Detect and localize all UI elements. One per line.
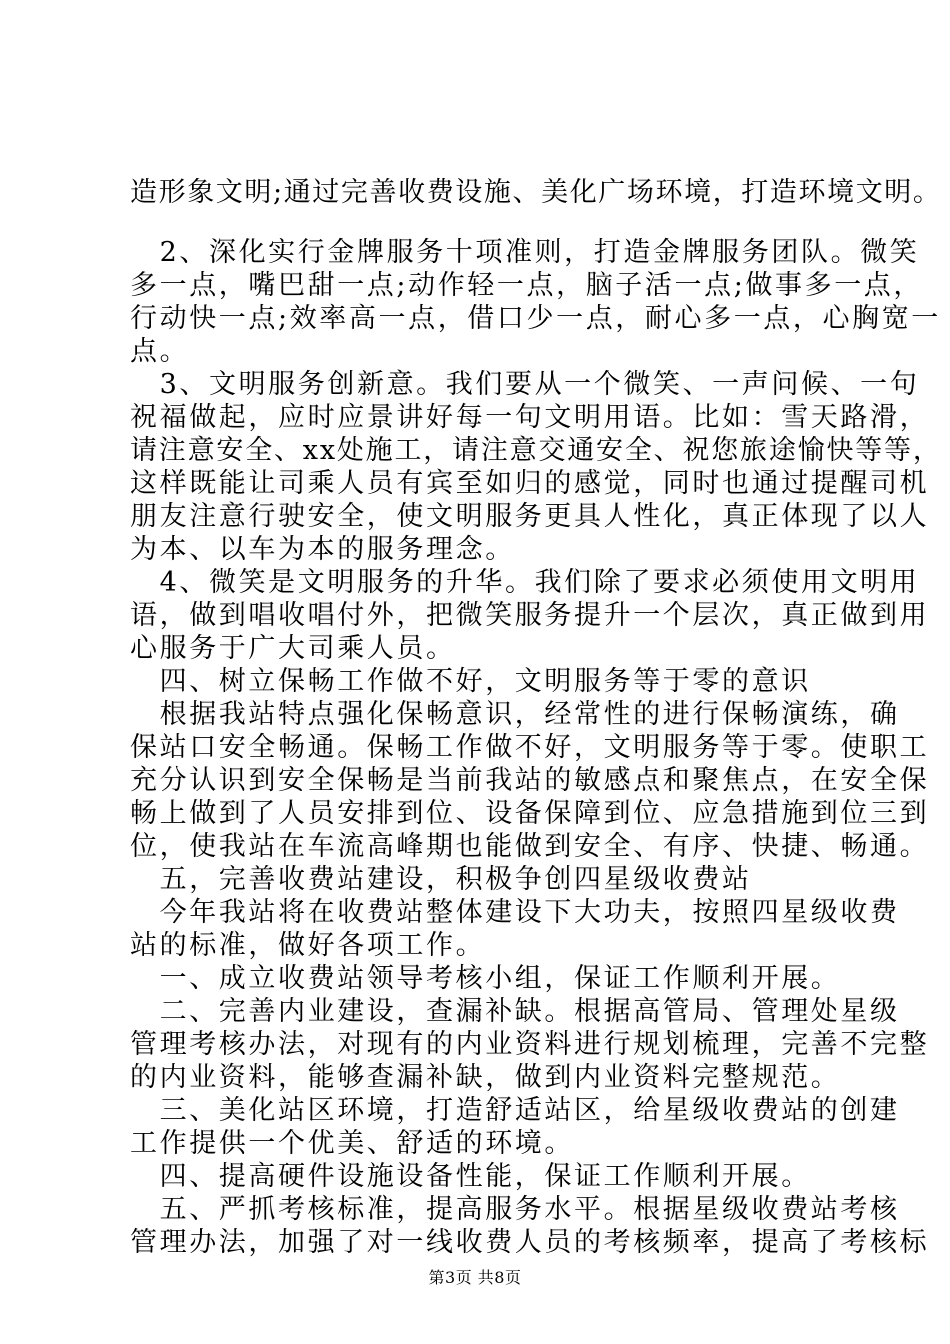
body-text-line: 语，做到唱收唱付外，把微笑服务提升一个层次，真正做到用	[130, 600, 930, 631]
section-heading: 五，完善收费站建设，积极争创四星级收费站	[130, 864, 752, 895]
body-text-line: 站的标准，做好各项工作。	[130, 930, 486, 961]
body-text-line: 管理考核办法，对现有的内业资料进行规划梳理，完善不完整	[130, 1029, 930, 1060]
body-text-line: 这样既能让司乘人员有宾至如归的感觉，同时也通过提醒司机	[130, 468, 930, 499]
body-text-line: 根据我站特点强化保畅意识，经常性的进行保畅演练，确	[130, 699, 900, 730]
body-text-line: 朋友注意行驶安全，使文明服务更具人性化，真正体现了以人	[130, 501, 930, 532]
body-text-line: 为本、以车为本的服务理念。	[130, 534, 515, 565]
body-text-line: 工作提供一个优美、舒适的环境。	[130, 1128, 574, 1159]
body-text-line: 造形象文明;通过完善收费设施、美化广场环境，打造环境文明。	[130, 177, 942, 208]
body-text-line: 心服务于广大司乘人员。	[130, 633, 456, 664]
body-text-line: 管理办法，加强了对一线收费人员的考核频率，提高了考核标	[130, 1227, 930, 1258]
body-text-line: 四、提高硬件设施设备性能，保证工作顺利开展。	[130, 1161, 811, 1192]
body-text-line: 二、完善内业建设，查漏补缺。根据高管局、管理处星级	[130, 996, 900, 1027]
body-text-line: 多一点，嘴巴甜一点;动作轻一点，脑子活一点;做事多一点，	[130, 270, 923, 301]
body-text-line: 今年我站将在收费站整体建设下大功夫，按照四星级收费	[130, 897, 900, 928]
body-text-line: 4、微笑是文明服务的升华。我们除了要求必须使用文明用	[130, 567, 920, 598]
body-text-line: 畅上做到了人员安排到位、设备保障到位、应急措施到位三到	[130, 798, 930, 829]
body-text-line: 充分认识到安全保畅是当前我站的敏感点和聚焦点，在安全保	[130, 765, 930, 796]
body-text-line: 的内业资料，能够查漏补缺，做到内业资料完整规范。	[130, 1062, 841, 1093]
body-text-line: 一、成立收费站领导考核小组，保证工作顺利开展。	[130, 963, 841, 994]
body-text-line: 行动快一点;效率高一点，借口少一点，耐心多一点，心胸宽一	[130, 303, 941, 334]
body-text-line: 五、严抓考核标准，提高服务水平。根据星级收费站考核	[130, 1194, 900, 1225]
body-text-line: 3、文明服务创新意。我们要从一个微笑、一声问候、一句	[130, 369, 920, 400]
section-heading: 四、树立保畅工作做不好，文明服务等于零的意识	[130, 666, 811, 697]
body-text-line: 位，使我站在车流高峰期也能做到安全、有序、快捷、畅通。	[130, 831, 930, 862]
body-text-line: 点。	[130, 336, 190, 367]
body-text-line: 请注意安全、xx处施工，请注意交通安全、祝您旅途愉快等等，	[130, 435, 942, 466]
body-text-line: 2、深化实行金牌服务十项准则，打造金牌服务团队。微笑	[130, 237, 920, 268]
page-number-footer: 第3页 共8页	[428, 1268, 522, 1287]
body-text-line: 三、美化站区环境，打造舒适站区，给星级收费站的创建	[130, 1095, 900, 1126]
body-text-line: 保站口安全畅通。保畅工作做不好，文明服务等于零。使职工	[130, 732, 930, 763]
body-text-line: 祝福做起，应时应景讲好每一句文明用语。比如：雪天路滑，	[130, 402, 930, 433]
